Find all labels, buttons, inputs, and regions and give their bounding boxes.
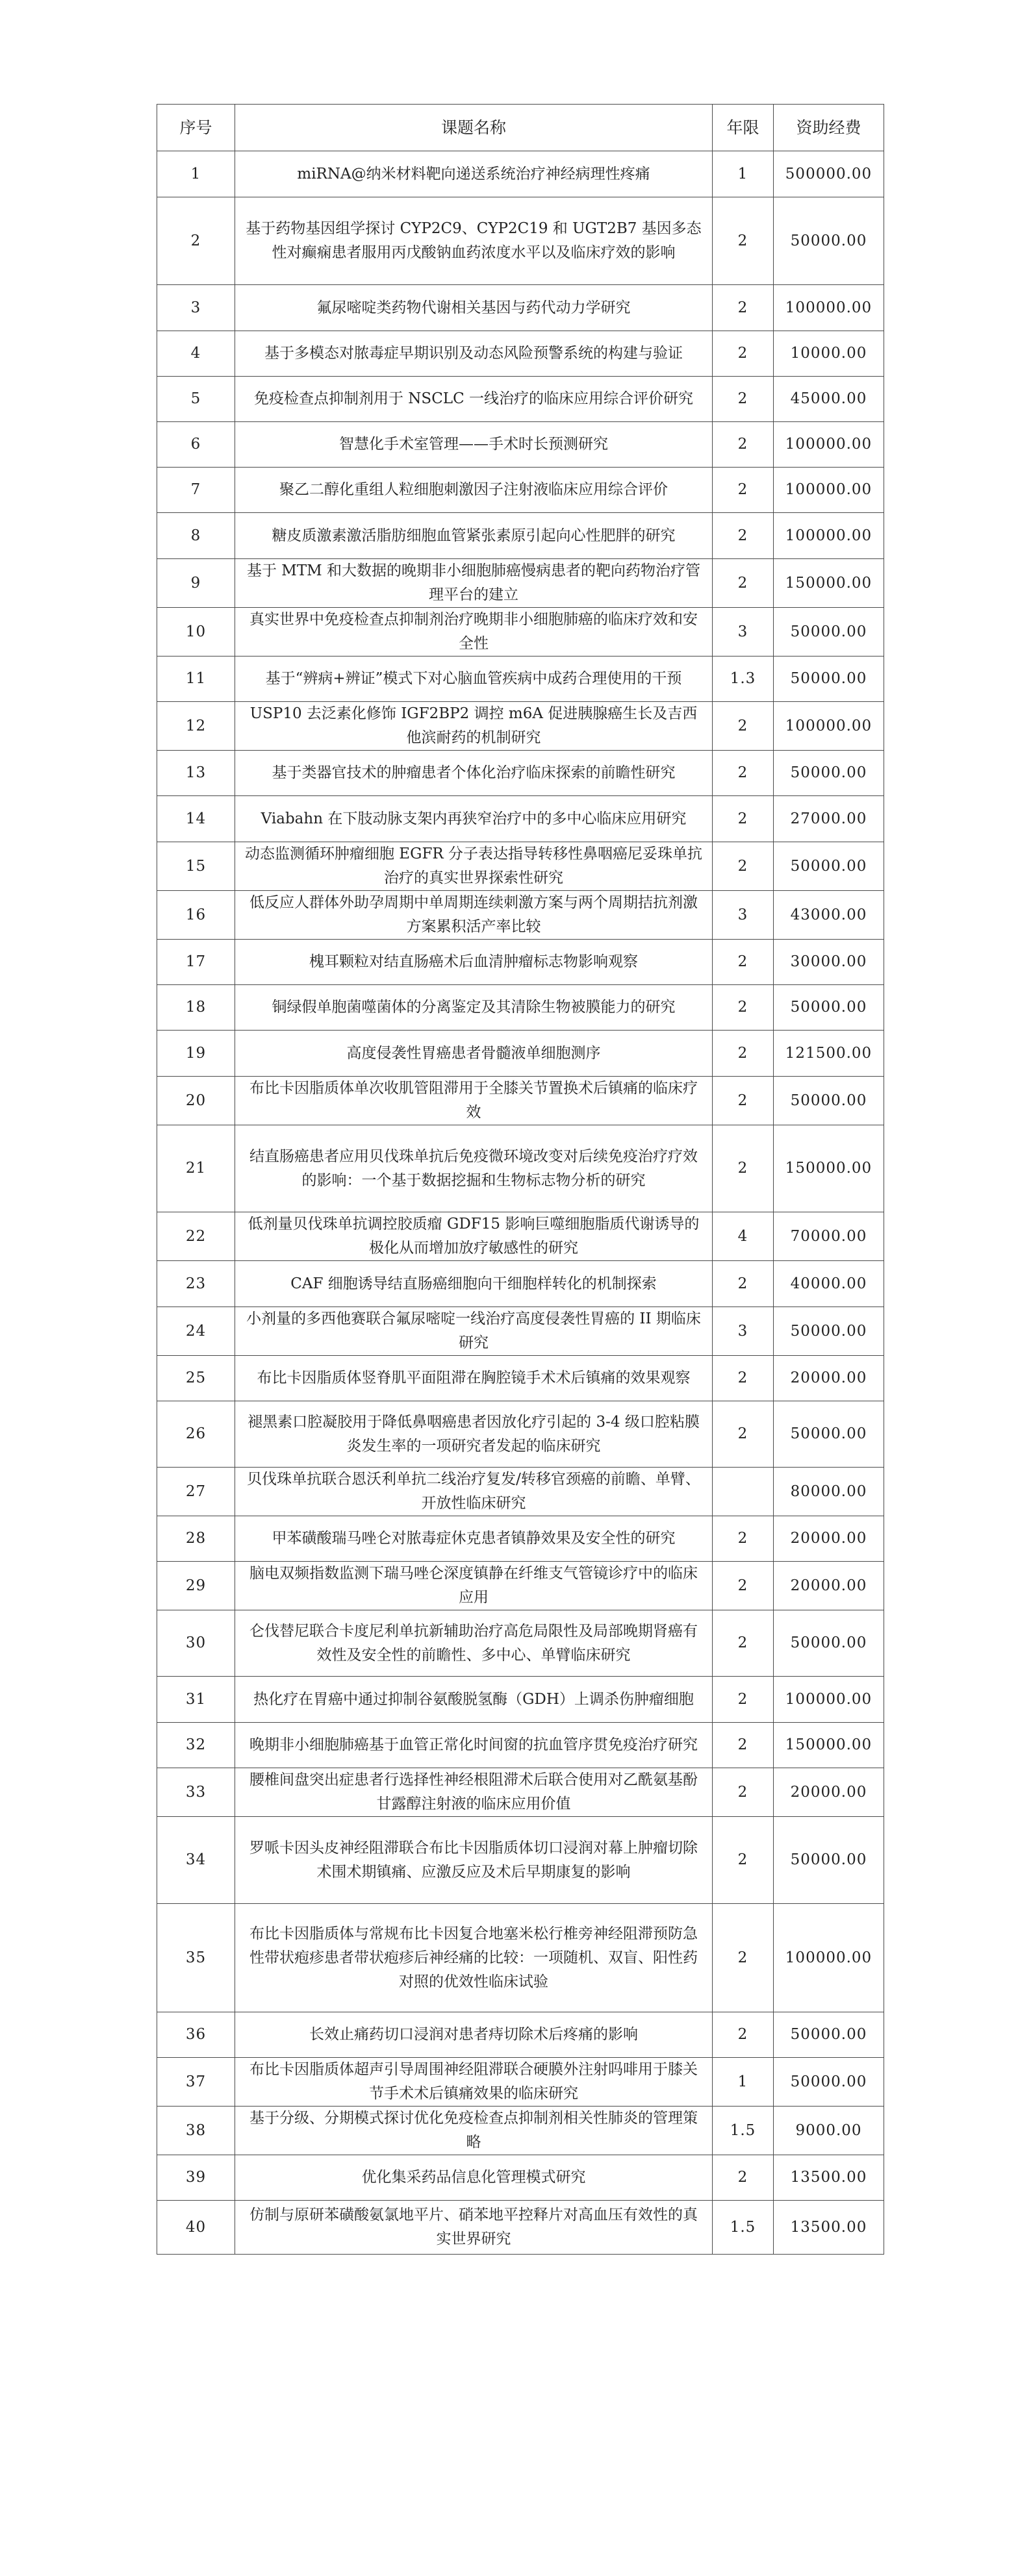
cell-index: 25 bbox=[157, 1356, 235, 1401]
table-row bbox=[157, 1562, 884, 1610]
cell-years: 2 bbox=[713, 940, 774, 985]
table-row bbox=[157, 1031, 884, 1077]
table-row bbox=[157, 1401, 884, 1468]
cell-index: 39 bbox=[157, 2155, 235, 2201]
cell-years: 2 bbox=[713, 1723, 774, 1768]
table-row bbox=[157, 2058, 884, 2107]
cell-index: 15 bbox=[157, 842, 235, 891]
cell-index: 9 bbox=[157, 559, 235, 608]
cell-funding: 20000.00 bbox=[774, 1516, 884, 1562]
cell-years: 2 bbox=[713, 468, 774, 513]
cell-years: 2 bbox=[713, 197, 774, 285]
cell-project-title: 甲苯磺酸瑞马唑仑对脓毒症休克患者镇静效果及安全性的研究 bbox=[235, 1516, 713, 1562]
cell-index: 7 bbox=[157, 468, 235, 513]
cell-years: 2 bbox=[713, 377, 774, 422]
cell-project-title: 槐耳颗粒对结直肠癌术后血清肿瘤标志物影响观察 bbox=[235, 940, 713, 985]
cell-index: 33 bbox=[157, 1768, 235, 1817]
cell-funding: 20000.00 bbox=[774, 1562, 884, 1610]
cell-funding: 50000.00 bbox=[774, 657, 884, 702]
header-years: 年限 bbox=[713, 105, 774, 151]
cell-years: 2 bbox=[713, 842, 774, 891]
table-row bbox=[157, 1125, 884, 1212]
table-header bbox=[157, 105, 884, 151]
table-row bbox=[157, 1677, 884, 1723]
cell-index: 4 bbox=[157, 331, 235, 377]
table-row bbox=[157, 657, 884, 702]
cell-index: 29 bbox=[157, 1562, 235, 1610]
table-row bbox=[157, 1768, 884, 1817]
cell-index: 2 bbox=[157, 197, 235, 285]
cell-project-title: 布比卡因脂质体竖脊肌平面阻滞在胸腔镜手术术后镇痛的效果观察 bbox=[235, 1356, 713, 1401]
table-row bbox=[157, 513, 884, 559]
cell-project-title: 氟尿嘧啶类药物代谢相关基因与药代动力学研究 bbox=[235, 285, 713, 331]
cell-years: 2 bbox=[713, 331, 774, 377]
cell-index: 1 bbox=[157, 151, 235, 197]
table-row bbox=[157, 1077, 884, 1125]
table-row bbox=[157, 1307, 884, 1356]
cell-funding: 40000.00 bbox=[774, 1261, 884, 1307]
cell-years: 2 bbox=[713, 1401, 774, 1468]
cell-funding: 70000.00 bbox=[774, 1212, 884, 1261]
cell-funding: 50000.00 bbox=[774, 1307, 884, 1356]
cell-project-title: 布比卡因脂质体超声引导周围神经阻滞联合硬膜外注射吗啡用于膝关节手术术后镇痛效果的临床研究 bbox=[235, 2058, 713, 2107]
cell-project-title: 长效止痛药切口浸润对患者痔切除术后疼痛的影响 bbox=[235, 2012, 713, 2058]
header-funding: 资助经费 bbox=[774, 105, 884, 151]
cell-years: 2 bbox=[713, 1261, 774, 1307]
cell-index: 22 bbox=[157, 1212, 235, 1261]
cell-project-title: 贝伐珠单抗联合恩沃利单抗二线治疗复发/转移官颈癌的前瞻、单臂、开放性临床研究 bbox=[235, 1468, 713, 1516]
cell-funding: 50000.00 bbox=[774, 751, 884, 796]
cell-project-title: 热化疗在胃癌中通过抑制谷氨酸脱氢酶（GDH）上调杀伤肿瘤细胞 bbox=[235, 1677, 713, 1723]
cell-funding: 100000.00 bbox=[774, 285, 884, 331]
cell-index: 35 bbox=[157, 1904, 235, 2012]
cell-project-title: 低反应人群体外助孕周期中单周期连续刺激方案与两个周期拮抗剂激方案累积活产率比较 bbox=[235, 891, 713, 940]
cell-years: 2 bbox=[713, 1516, 774, 1562]
cell-years: 2 bbox=[713, 796, 774, 842]
cell-years: 2 bbox=[713, 751, 774, 796]
cell-project-title: 智慧化手术室管理——手术时长预测研究 bbox=[235, 422, 713, 468]
cell-project-title: 小剂量的多西他赛联合氟尿嘧啶一线治疗高度侵袭性胃癌的 II 期临床研究 bbox=[235, 1307, 713, 1356]
cell-years: 3 bbox=[713, 1307, 774, 1356]
cell-years: 4 bbox=[713, 1212, 774, 1261]
cell-years: 1.3 bbox=[713, 657, 774, 702]
cell-funding: 150000.00 bbox=[774, 1125, 884, 1212]
cell-project-title: miRNA@纳米材料靶向递送系统治疗神经病理性疼痛 bbox=[235, 151, 713, 197]
cell-index: 24 bbox=[157, 1307, 235, 1356]
cell-funding: 45000.00 bbox=[774, 377, 884, 422]
cell-years: 3 bbox=[713, 608, 774, 657]
cell-index: 3 bbox=[157, 285, 235, 331]
cell-project-title: 高度侵袭性胃癌患者骨髓液单细胞测序 bbox=[235, 1031, 713, 1077]
cell-years: 2 bbox=[713, 559, 774, 608]
cell-funding: 500000.00 bbox=[774, 151, 884, 197]
cell-index: 18 bbox=[157, 985, 235, 1031]
header-index: 序号 bbox=[157, 105, 235, 151]
cell-index: 37 bbox=[157, 2058, 235, 2107]
cell-project-title: USP10 去泛素化修饰 IGF2BP2 调控 m6A 促进胰腺癌生长及吉西他滨耐药的机制研究 bbox=[235, 702, 713, 751]
cell-index: 32 bbox=[157, 1723, 235, 1768]
table-row bbox=[157, 751, 884, 796]
header-row bbox=[157, 105, 884, 151]
cell-years: 2 bbox=[713, 1677, 774, 1723]
cell-index: 23 bbox=[157, 1261, 235, 1307]
cell-years: 2 bbox=[713, 1031, 774, 1077]
cell-index: 31 bbox=[157, 1677, 235, 1723]
cell-years: 2 bbox=[713, 702, 774, 751]
table-row bbox=[157, 468, 884, 513]
cell-years: 2 bbox=[713, 1125, 774, 1212]
cell-years: 1 bbox=[713, 2058, 774, 2107]
cell-funding: 50000.00 bbox=[774, 2058, 884, 2107]
cell-funding: 100000.00 bbox=[774, 702, 884, 751]
cell-funding: 100000.00 bbox=[774, 1677, 884, 1723]
cell-index: 36 bbox=[157, 2012, 235, 2058]
cell-years: 2 bbox=[713, 1610, 774, 1677]
cell-funding: 150000.00 bbox=[774, 1723, 884, 1768]
cell-funding: 13500.00 bbox=[774, 2201, 884, 2255]
cell-funding: 13500.00 bbox=[774, 2155, 884, 2201]
cell-funding: 80000.00 bbox=[774, 1468, 884, 1516]
table-row bbox=[157, 1261, 884, 1307]
table-row bbox=[157, 559, 884, 608]
cell-funding: 43000.00 bbox=[774, 891, 884, 940]
cell-index: 30 bbox=[157, 1610, 235, 1677]
table-body bbox=[157, 151, 884, 2255]
cell-project-title: 免疫检查点抑制剂用于 NSCLC 一线治疗的临床应用综合评价研究 bbox=[235, 377, 713, 422]
cell-index: 27 bbox=[157, 1468, 235, 1516]
cell-funding: 100000.00 bbox=[774, 1904, 884, 2012]
cell-years: 2 bbox=[713, 985, 774, 1031]
cell-funding: 50000.00 bbox=[774, 1817, 884, 1904]
table-row bbox=[157, 702, 884, 751]
cell-funding: 150000.00 bbox=[774, 559, 884, 608]
table-row bbox=[157, 985, 884, 1031]
cell-funding: 10000.00 bbox=[774, 331, 884, 377]
cell-index: 11 bbox=[157, 657, 235, 702]
table-row bbox=[157, 1356, 884, 1401]
cell-years: 2 bbox=[713, 2155, 774, 2201]
table-row bbox=[157, 891, 884, 940]
table-row bbox=[157, 1817, 884, 1904]
cell-index: 34 bbox=[157, 1817, 235, 1904]
cell-funding: 50000.00 bbox=[774, 197, 884, 285]
cell-project-title: 基于 MTM 和大数据的晚期非小细胞肺癌慢病患者的靶向药物治疗管理平台的建立 bbox=[235, 559, 713, 608]
cell-years: 2 bbox=[713, 513, 774, 559]
cell-index: 5 bbox=[157, 377, 235, 422]
cell-funding: 50000.00 bbox=[774, 608, 884, 657]
cell-funding: 20000.00 bbox=[774, 1356, 884, 1401]
cell-funding: 30000.00 bbox=[774, 940, 884, 985]
cell-index: 17 bbox=[157, 940, 235, 985]
table-row bbox=[157, 151, 884, 197]
table-row bbox=[157, 331, 884, 377]
table-row bbox=[157, 940, 884, 985]
cell-years: 2 bbox=[713, 2012, 774, 2058]
cell-index: 14 bbox=[157, 796, 235, 842]
cell-project-title: 基于类器官技术的肿瘤患者个体化治疗临床探索的前瞻性研究 bbox=[235, 751, 713, 796]
cell-project-title: 动态监测循环肿瘤细胞 EGFR 分子表达指导转移性鼻咽癌尼妥珠单抗治疗的真实世界探索性研究 bbox=[235, 842, 713, 891]
cell-project-title: 基于药物基因组学探讨 CYP2C9、CYP2C19 和 UGT2B7 基因多态性对癫痫患者服用丙戊酸钠血药浓度水平以及临床疗效的影响 bbox=[235, 197, 713, 285]
cell-funding: 9000.00 bbox=[774, 2107, 884, 2155]
table-row bbox=[157, 1468, 884, 1516]
cell-project-title: 糖皮质激素激活脂肪细胞血管紧张素原引起向心性肥胖的研究 bbox=[235, 513, 713, 559]
cell-funding: 50000.00 bbox=[774, 842, 884, 891]
cell-years: 2 bbox=[713, 285, 774, 331]
table-row bbox=[157, 2155, 884, 2201]
table-row bbox=[157, 377, 884, 422]
cell-project-title: 真实世界中免疫检查点抑制剂治疗晚期非小细胞肺癌的临床疗效和安全性 bbox=[235, 608, 713, 657]
cell-project-title: 聚乙二醇化重组人粒细胞刺激因子注射液临床应用综合评价 bbox=[235, 468, 713, 513]
cell-index: 10 bbox=[157, 608, 235, 657]
table-row bbox=[157, 842, 884, 891]
table-row bbox=[157, 1516, 884, 1562]
cell-project-title: 基于分级、分期模式探讨优化免疫检查点抑制剂相关性肺炎的管理策略 bbox=[235, 2107, 713, 2155]
table-row bbox=[157, 1723, 884, 1768]
table-row bbox=[157, 1610, 884, 1677]
cell-project-title: 布比卡因脂质体与常规布比卡因复合地塞米松行椎旁神经阻滞预防急性带状疱疹患者带状疱疹后神经痛的比较：一项随机、双盲、阳性药对照的优效性临床试验 bbox=[235, 1904, 713, 2012]
cell-years: 1 bbox=[713, 151, 774, 197]
cell-funding: 121500.00 bbox=[774, 1031, 884, 1077]
cell-project-title: 优化集采药品信息化管理模式研究 bbox=[235, 2155, 713, 2201]
cell-index: 19 bbox=[157, 1031, 235, 1077]
table-row bbox=[157, 1212, 884, 1261]
cell-project-title: CAF 细胞诱导结直肠癌细胞向干细胞样转化的机制探索 bbox=[235, 1261, 713, 1307]
cell-project-title: 腰椎间盘突出症患者行选择性神经根阻滞术后联合使用对乙酰氨基酚甘露醇注射液的临床应用价值 bbox=[235, 1768, 713, 1817]
cell-funding: 50000.00 bbox=[774, 2012, 884, 2058]
cell-funding: 50000.00 bbox=[774, 1077, 884, 1125]
cell-years: 2 bbox=[713, 1817, 774, 1904]
cell-project-title: 仿制与原研苯磺酸氨氯地平片、硝苯地平控释片对高血压有效性的真实世界研究 bbox=[235, 2201, 713, 2255]
cell-funding: 100000.00 bbox=[774, 513, 884, 559]
cell-years: 2 bbox=[713, 1562, 774, 1610]
cell-funding: 50000.00 bbox=[774, 1401, 884, 1468]
cell-project-title: 基于“辨病+辨证”模式下对心脑血管疾病中成药合理使用的干预 bbox=[235, 657, 713, 702]
cell-index: 40 bbox=[157, 2201, 235, 2255]
cell-project-title: 布比卡因脂质体单次收肌管阻滞用于全膝关节置换术后镇痛的临床疗效 bbox=[235, 1077, 713, 1125]
cell-project-title: 仑伐替尼联合卡度尼利单抗新辅助治疗高危局限性及局部晚期肾癌有效性及安全性的前瞻性、多中心、单臂临床研究 bbox=[235, 1610, 713, 1677]
table-row bbox=[157, 608, 884, 657]
cell-project-title: 基于多模态对脓毒症早期识别及动态风险预警系统的构建与验证 bbox=[235, 331, 713, 377]
table-row bbox=[157, 422, 884, 468]
cell-years bbox=[713, 1468, 774, 1516]
cell-years: 2 bbox=[713, 1077, 774, 1125]
cell-project-title: 褪黑素口腔凝胶用于降低鼻咽癌患者因放化疗引起的 3-4 级口腔粘膜炎发生率的一项研究者发起的临床研究 bbox=[235, 1401, 713, 1468]
table-row bbox=[157, 197, 884, 285]
cell-index: 38 bbox=[157, 2107, 235, 2155]
cell-funding: 50000.00 bbox=[774, 985, 884, 1031]
cell-years: 2 bbox=[713, 1904, 774, 2012]
cell-funding: 100000.00 bbox=[774, 422, 884, 468]
cell-funding: 20000.00 bbox=[774, 1768, 884, 1817]
cell-index: 20 bbox=[157, 1077, 235, 1125]
header-project-title: 课题名称 bbox=[235, 105, 713, 151]
cell-project-title: 结直肠癌患者应用贝伐珠单抗后免疫微环境改变对后续免疫治疗疗效的影响：一个基于数据挖掘和生物标志物分析的研究 bbox=[235, 1125, 713, 1212]
cell-years: 1.5 bbox=[713, 2201, 774, 2255]
cell-index: 13 bbox=[157, 751, 235, 796]
funding-table bbox=[157, 104, 884, 2255]
cell-project-title: 铜绿假单胞菌噬菌体的分离鉴定及其清除生物被膜能力的研究 bbox=[235, 985, 713, 1031]
table-row bbox=[157, 2201, 884, 2255]
cell-years: 3 bbox=[713, 891, 774, 940]
cell-project-title: 罗哌卡因头皮神经阻滞联合布比卡因脂质体切口浸润对幕上肿瘤切除术围术期镇痛、应激反应及术后早期康复的影响 bbox=[235, 1817, 713, 1904]
cell-project-title: 晚期非小细胞肺癌基于血管正常化时间窗的抗血管序贯免疫治疗研究 bbox=[235, 1723, 713, 1768]
cell-index: 21 bbox=[157, 1125, 235, 1212]
table-row bbox=[157, 2012, 884, 2058]
cell-funding: 27000.00 bbox=[774, 796, 884, 842]
cell-funding: 100000.00 bbox=[774, 468, 884, 513]
cell-index: 6 bbox=[157, 422, 235, 468]
cell-years: 2 bbox=[713, 1768, 774, 1817]
table-row bbox=[157, 285, 884, 331]
cell-index: 12 bbox=[157, 702, 235, 751]
cell-index: 8 bbox=[157, 513, 235, 559]
cell-index: 16 bbox=[157, 891, 235, 940]
table-row bbox=[157, 2107, 884, 2155]
cell-years: 2 bbox=[713, 1356, 774, 1401]
cell-index: 26 bbox=[157, 1401, 235, 1468]
cell-years: 2 bbox=[713, 422, 774, 468]
cell-project-title: Viabahn 在下肢动脉支架内再狭窄治疗中的多中心临床应用研究 bbox=[235, 796, 713, 842]
cell-years: 1.5 bbox=[713, 2107, 774, 2155]
cell-project-title: 脑电双频指数监测下瑞马唑仑深度镇静在纤维支气管镜诊疗中的临床应用 bbox=[235, 1562, 713, 1610]
table-row bbox=[157, 796, 884, 842]
cell-funding: 50000.00 bbox=[774, 1610, 884, 1677]
table-row bbox=[157, 1904, 884, 2012]
cell-index: 28 bbox=[157, 1516, 235, 1562]
cell-project-title: 低剂量贝伐珠单抗调控胶质瘤 GDF15 影响巨噬细胞脂质代谢诱导的极化从而增加放疗敏感性的研究 bbox=[235, 1212, 713, 1261]
